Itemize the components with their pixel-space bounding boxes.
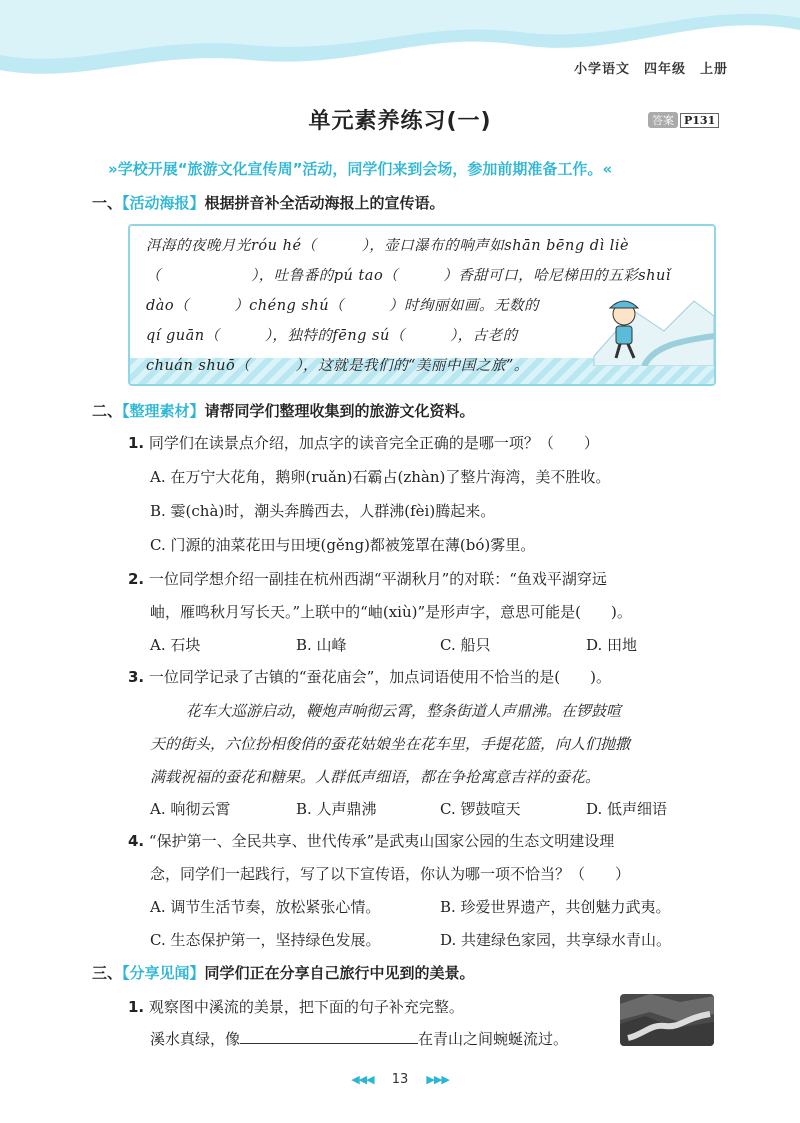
s3-q1-stem — [128, 996, 464, 1017]
hiker-illustration — [584, 286, 714, 366]
q4-stem-line2: 念，同学们一起践行，写了以下宣传语，你认为哪一项不恰当？（ ） — [150, 865, 631, 883]
poster-line: qí guān（ ），独特的fēng sú（ ），古老的 — [146, 328, 518, 344]
q3-option-b: B. 人声鼎沸 — [296, 800, 377, 818]
q4-stem — [128, 830, 614, 851]
section-tag: 【整理素材】 — [122, 402, 205, 420]
q4-option-b: B. 珍爱世界遗产，共创魅力武夷。 — [440, 898, 671, 916]
q1-stem — [128, 432, 599, 453]
q3-passage-line: 天的街头，六位扮相俊俏的蚕花姑娘坐在花车里，手提花篮，向人们抛撒 — [150, 735, 631, 753]
answer-reference — [648, 112, 719, 128]
stream-photo — [620, 994, 714, 1046]
question-number: 1. — [128, 998, 145, 1016]
answer-page: P131 — [680, 113, 719, 128]
volume-label: 上册 — [699, 62, 728, 77]
q3-option-a: A. 响彻云霄 — [150, 800, 231, 818]
section-number: 一、 — [92, 194, 123, 212]
question-number: 1. — [128, 434, 145, 452]
q1-option-a: A. 在万宁大花角，鹅卵(ruǎn)石霸占(zhàn)了整片海湾，美不胜收。 — [150, 468, 611, 486]
q3-stem — [128, 666, 611, 687]
q3-passage-line: 花车大巡游启动，鞭炮声响彻云霄，整条街道人声鼎沸。在锣鼓喧 — [186, 702, 622, 720]
section-number: 三、 — [92, 964, 123, 982]
section-2-heading — [92, 400, 475, 421]
q1-option-c: C. 门源的油菜花田与田埂(gěng)都被笼罩在薄(bó)雾里。 — [150, 536, 536, 554]
section-tag: 【分享见闻】 — [122, 964, 205, 982]
question-number: 2. — [128, 570, 145, 588]
s3-q1-sentence — [150, 1028, 568, 1049]
section-instruction: 请帮同学们整理收集到的旅游文化资料。 — [204, 402, 475, 420]
book-info — [560, 58, 728, 77]
q3-option-d: D. 低声细语 — [586, 800, 668, 818]
answer-blank[interactable] — [240, 1029, 418, 1044]
activity-poster — [128, 224, 716, 386]
question-number: 4. — [128, 832, 145, 850]
question-text: 同学们在读景点介绍，加点字的读音完全正确的是哪一项？（ ） — [148, 434, 599, 452]
section-3-heading — [92, 962, 475, 983]
q2-option-b: B. 山峰 — [296, 636, 347, 654]
q2-stem — [128, 568, 607, 589]
sentence-end: 在青山之间蜿蜒流过。 — [418, 1030, 569, 1048]
question-text: 一位同学想介绍一副挂在杭州西湖“平湖秋月”的对联：“鱼戏平湖穿远 — [148, 570, 607, 588]
page-footer — [0, 1072, 800, 1087]
page-title: 单元素养练习(一) — [308, 109, 492, 134]
answer-tag: 答案 — [648, 112, 678, 128]
left-arrows-icon: ◀◀◀ — [351, 1073, 374, 1086]
q4-option-a: A. 调节生活节奏，放松紧张心情。 — [150, 898, 381, 916]
question-number: 3. — [128, 668, 145, 686]
q2-option-a: A. 石块 — [150, 636, 201, 654]
subject-label: 小学语文 — [573, 62, 630, 77]
section-number: 二、 — [92, 402, 123, 420]
q2-option-d: D. 田地 — [586, 636, 638, 654]
q3-passage-line: 满载祝福的蚕花和糖果。人群低声细语，都在争抢寓意吉祥的蚕花。 — [150, 768, 601, 786]
section-tag: 【活动海报】 — [122, 194, 205, 212]
q2-stem-line2: 岫，雁鸣秋月写长天。”上联中的“岫(xiù)”是形声字，意思可能是( )。 — [150, 603, 632, 621]
q4-option-d: D. 共建绿色家园，共享绿水青山。 — [440, 931, 672, 949]
question-text: 观察图中溪流的美景，把下面的句子补充完整。 — [148, 998, 464, 1016]
right-arrows-icon: ▶▶▶ — [426, 1073, 449, 1086]
poster-line: 洱海的夜晚月光róu hé（ ），壶口瀑布的响声如shān bēng dì liè — [146, 238, 630, 254]
question-text: “保护第一、全民共享、世代传承”是武夷山国家公园的生态文明建设理 — [148, 832, 615, 850]
q1-option-b: B. 霎(chà)时，潮头奔腾西去，人群沸(fèi)腾起来。 — [150, 502, 496, 520]
grade-label: 四年级 — [643, 62, 686, 77]
q3-option-c: C. 锣鼓喧天 — [440, 800, 521, 818]
section-1-heading — [92, 192, 445, 213]
header-wave — [0, 0, 800, 95]
section-instruction: 根据拼音补全活动海报上的宣传语。 — [204, 194, 445, 212]
q4-option-c: C. 生态保护第一，坚持绿色发展。 — [150, 931, 381, 949]
poster-line: （ ），吐鲁番的pú tao（ ）香甜可口，哈尼梯田的五彩shuǐ — [146, 268, 671, 284]
question-text: 一位同学记录了古镇的“蚕花庙会”，加点词语使用不恰当的是( )。 — [148, 668, 611, 686]
q2-option-c: C. 船只 — [440, 636, 491, 654]
banner-text: 学校开展“旅游文化宣传周”活动，同学们来到会场，参加前期准备工作。 — [117, 160, 603, 178]
poster-line: dào（ ）chéng shú（ ）时绚丽如画。无数的 — [146, 298, 540, 314]
page-number: 13 — [391, 1072, 409, 1087]
intro-banner: »学校开展“旅游文化宣传周”活动，同学们来到会场，参加前期准备工作。« — [108, 160, 613, 178]
sentence-start: 溪水真绿，像 — [150, 1030, 241, 1048]
poster-line: chuán shuō（ ），这就是我们的“美丽中国之旅”。 — [146, 358, 529, 374]
section-instruction: 同学们正在分享自己旅行中见到的美景。 — [204, 964, 475, 982]
